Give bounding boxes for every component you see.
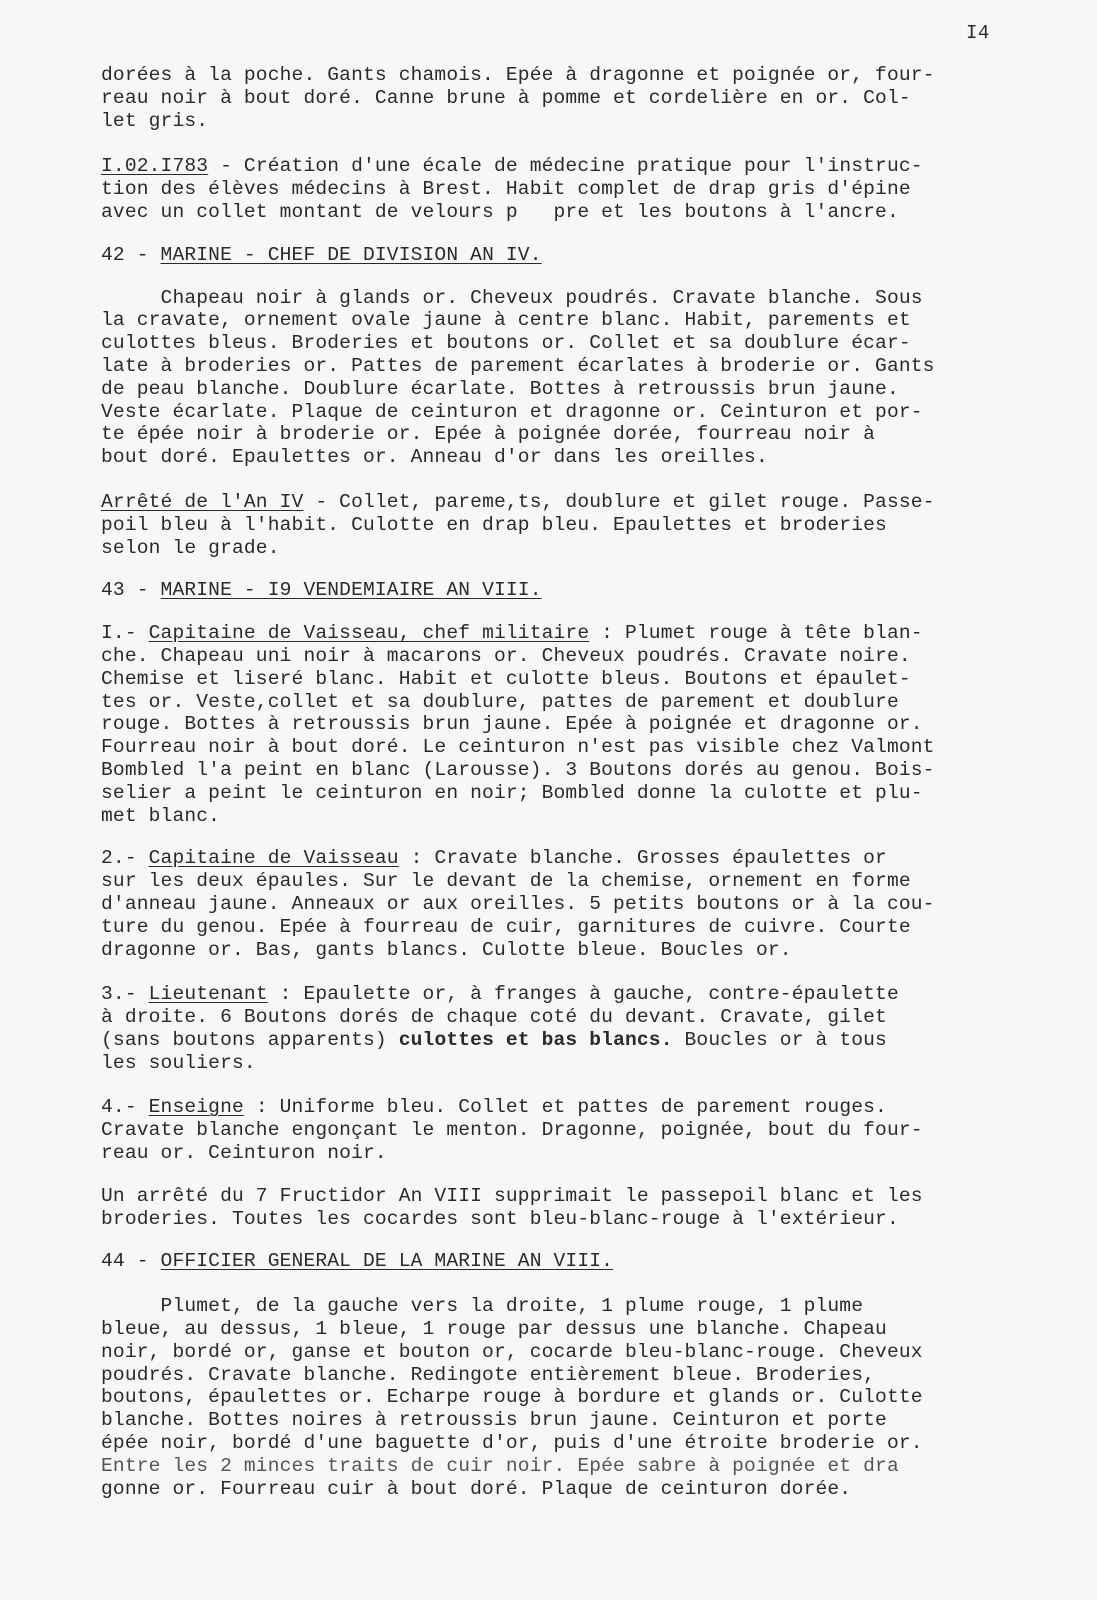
text-segment: Entre les 2 minces traits de cuir noir. Epée sabre à poignée et dra <box>101 1454 899 1477</box>
text-line <box>101 1341 1081 1364</box>
text-segment: à droite. 6 Boutons dorés de chaque coté du devant. Cravate, gilet <box>101 1006 887 1029</box>
text-segment: reau or. Ceinturon noir. <box>101 1142 387 1165</box>
text-line <box>101 244 1081 267</box>
text-line <box>101 622 1081 645</box>
text-line <box>101 870 1081 893</box>
text-segment: ture du genou. Epée à fourreau de cuir, garnitures de cuivre. Courte <box>101 915 911 938</box>
text-line <box>101 1119 1081 1142</box>
text-segment: noir, bordé or, ganse et bouton or, cocarde bleu-blanc-rouge. Cheveux <box>101 1340 923 1363</box>
text-line <box>101 1096 1081 1119</box>
text-segment: Plumet, de la gauche vers la droite, 1 plume rouge, 1 plume <box>101 1295 864 1318</box>
paragraph-gap <box>101 132 1081 155</box>
text-segment: Un arrêté du 7 Fructidor An VIII supprimait le passepoil blanc et les <box>101 1184 923 1207</box>
text-segment: poil bleu à l'habit. Culotte en drap bleu. Epaulettes et broderies <box>101 513 887 536</box>
text-segment: culottes bleus. Broderies et boutons or. Collet et sa doublure écar- <box>101 332 911 355</box>
text-segment: avec un collet montant de velours p pre et les boutons à l'ancre. <box>101 200 899 223</box>
text-segment: Fourreau noir à bout doré. Le ceinturon n'est pas visible chez Valmont <box>101 736 935 759</box>
paragraph-gap <box>101 961 1081 983</box>
text-segment: che. Chapeau uni noir à macarons or. Cheveux poudrés. Cravate noire. <box>101 644 911 667</box>
text-segment: - Collet, pareme,ts, doublure et gilet rouge. Passe- <box>303 490 935 513</box>
text-line <box>101 201 1081 224</box>
text-segment: selier a peint le ceinturon en noir; Bombled donne la culotte et plu- <box>101 781 923 804</box>
text-line <box>101 332 1081 355</box>
text-line <box>101 1295 1081 1318</box>
text-segment: reau noir à bout doré. Canne brune à pomme et cordelière en or. Col- <box>101 86 911 109</box>
text-line <box>101 537 1081 560</box>
text-line <box>101 983 1081 1006</box>
text-line <box>101 893 1081 916</box>
underlined-heading: OFFICIER GENERAL DE LA MARINE AN VIII. <box>160 1250 614 1273</box>
text-line <box>101 514 1081 537</box>
text-segment: bleue, au dessus, 1 bleue, 1 rouge par dessus une blanche. Chapeau <box>101 1318 887 1341</box>
text-line <box>101 287 1081 310</box>
underlined-heading: MARINE - I9 VENDEMIAIRE AN VIII. <box>160 579 542 602</box>
text-segment: les souliers. <box>101 1051 256 1074</box>
text-segment: boutons, épaulettes or. Echarpe rouge à bordure et glands or. Culotte <box>101 1386 923 1409</box>
paragraph-gap <box>101 267 1081 287</box>
underlined-heading: Enseigne <box>148 1096 244 1119</box>
text-segment: sur les deux épaules. Sur le devant de la chemise, ornement en forme <box>101 870 911 893</box>
text-segment: Cravate blanche engonçant le menton. Dragonne, poignée, bout du four- <box>101 1119 923 1142</box>
text-line <box>101 1455 1081 1478</box>
paragraph-gap <box>101 559 1081 579</box>
text-line <box>101 1364 1081 1387</box>
text-line <box>101 87 1081 110</box>
text-segment: : Uniforme bleu. Collet et pattes de parement rouges. <box>243 1096 887 1119</box>
text-segment: gonne or. Fourreau cuir à bout doré. Plaque de ceinturon dorée. <box>101 1477 852 1500</box>
text-segment: 4.- <box>101 1096 149 1119</box>
text-line <box>101 1142 1081 1165</box>
text-segment: met blanc. <box>101 804 221 827</box>
text-segment: te épée noir à broderie or. Epée à poignée dorée, fourreau noir à <box>101 423 876 446</box>
text-line <box>101 155 1081 178</box>
text-segment: selon le grade. <box>101 536 280 559</box>
text-segment: Bombled l'a peint en blanc (Larousse). 3 Boutons dorés au genou. Bois- <box>101 758 935 781</box>
paragraph-gap <box>101 827 1081 847</box>
text-line <box>101 1006 1081 1029</box>
text-segment: I.- <box>101 622 149 645</box>
text-line <box>101 1409 1081 1432</box>
text-segment: Boucles or à tous <box>672 1028 887 1051</box>
text-line <box>101 64 1081 87</box>
underlined-heading: Arrêté de l'An IV <box>101 490 304 513</box>
underlined-heading: Capitaine de Vaisseau, chef militaire <box>148 622 590 645</box>
text-line <box>101 1478 1081 1501</box>
text-line <box>101 1052 1081 1075</box>
document-body <box>101 64 1081 1500</box>
text-segment: bout doré. Epaulettes or. Anneau d'or dans les oreilles. <box>101 446 768 469</box>
bold-text: culottes et bas blancs. <box>398 1028 673 1051</box>
paragraph-gap <box>101 1273 1081 1295</box>
text-line <box>101 110 1081 133</box>
text-line <box>101 423 1081 446</box>
text-line <box>101 178 1081 201</box>
text-segment: dragonne or. Bas, gants blancs. Culotte bleue. Boucles or. <box>101 938 792 961</box>
text-segment: d'anneau jaune. Anneaux or aux oreilles. 5 petits boutons or à la cou- <box>101 892 935 915</box>
paragraph-gap <box>101 1165 1081 1185</box>
text-line <box>101 645 1081 668</box>
text-segment: late à broderies or. Pattes de parement écarlates à broderie or. Gants <box>101 354 935 377</box>
text-segment: Veste écarlate. Plaque de ceinturon et dragonne or. Ceinturon et por- <box>101 400 923 423</box>
text-line <box>101 805 1081 828</box>
text-line <box>101 1250 1081 1273</box>
text-segment: 42 - <box>101 243 161 266</box>
text-segment: 43 - <box>101 579 161 602</box>
text-line <box>101 1185 1081 1208</box>
text-segment: let gris. <box>101 109 209 132</box>
text-segment: poudrés. Cravate blanche. Redingote entièrement bleue. Broderies, <box>101 1363 876 1386</box>
paragraph-gap <box>101 469 1081 491</box>
text-segment: Chemise et liseré blanc. Habit et culotte bleus. Boutons et épaulet- <box>101 667 911 690</box>
text-segment: tion des élèves médecins à Brest. Habit complet de drap gris d'épine <box>101 178 911 201</box>
text-line <box>101 1432 1081 1455</box>
text-line <box>101 446 1081 469</box>
paragraph-gap <box>101 1074 1081 1096</box>
text-line <box>101 1318 1081 1341</box>
text-segment: blanche. Bottes noires à retroussis brun jaune. Ceinturon et porte <box>101 1409 887 1432</box>
text-line <box>101 939 1081 962</box>
text-segment: tes or. Veste,collet et sa doublure, pattes de parement et doublure <box>101 690 899 713</box>
text-segment: épée noir, bordé d'une baguette d'or, puis d'une étroite broderie or. <box>101 1432 923 1455</box>
text-segment: 2.- <box>101 847 149 870</box>
text-line <box>101 491 1081 514</box>
underlined-heading: I.02.I783 <box>101 155 209 178</box>
text-line <box>101 1386 1081 1409</box>
text-segment: broderies. Toutes les cocardes sont bleu-blanc-rouge à l'extérieur. <box>101 1207 899 1230</box>
page-number: I4 <box>966 22 990 44</box>
text-segment: : Plumet rouge à tête blan- <box>589 622 923 645</box>
text-line <box>101 378 1081 401</box>
text-line <box>101 759 1081 782</box>
text-line <box>101 401 1081 424</box>
text-segment: : Epaulette or, à franges à gauche, contre-épaulette <box>267 983 899 1006</box>
text-segment: de peau blanche. Doublure écarlate. Bottes à retroussis brun jaune. <box>101 377 899 400</box>
text-segment: - Création d'une écale de médecine pratique pour l'instruc- <box>208 155 923 178</box>
text-line <box>101 1029 1081 1052</box>
text-segment: rouge. Bottes à retroussis brun jaune. Epée à poignée et dragonne or. <box>101 713 923 736</box>
text-line <box>101 916 1081 939</box>
text-segment: 44 - <box>101 1250 161 1273</box>
underlined-heading: Lieutenant <box>148 983 268 1006</box>
text-segment: : Cravate blanche. Grosses épaulettes or <box>398 847 887 870</box>
paragraph-gap <box>101 224 1081 244</box>
underlined-heading: Capitaine de Vaisseau <box>148 847 399 870</box>
text-line <box>101 847 1081 870</box>
text-line <box>101 691 1081 714</box>
text-line <box>101 668 1081 691</box>
text-line <box>101 1208 1081 1231</box>
text-segment: dorées à la poche. Gants chamois. Epée à dragonne et poignée or, four- <box>101 64 935 86</box>
text-segment: (sans boutons apparents) <box>101 1028 399 1051</box>
text-line <box>101 736 1081 759</box>
text-line <box>101 579 1081 602</box>
paragraph-gap <box>101 1230 1081 1250</box>
text-segment: la cravate, ornement ovale jaune à centre blanc. Habit, parements et <box>101 309 911 332</box>
text-segment: 3.- <box>101 983 149 1006</box>
text-line <box>101 782 1081 805</box>
text-line <box>101 355 1081 378</box>
text-segment: Chapeau noir à glands or. Cheveux poudrés. Cravate blanche. Sous <box>101 286 923 309</box>
text-line <box>101 309 1081 332</box>
text-line <box>101 713 1081 736</box>
underlined-heading: MARINE - CHEF DE DIVISION AN IV. <box>160 243 542 266</box>
paragraph-gap <box>101 602 1081 622</box>
